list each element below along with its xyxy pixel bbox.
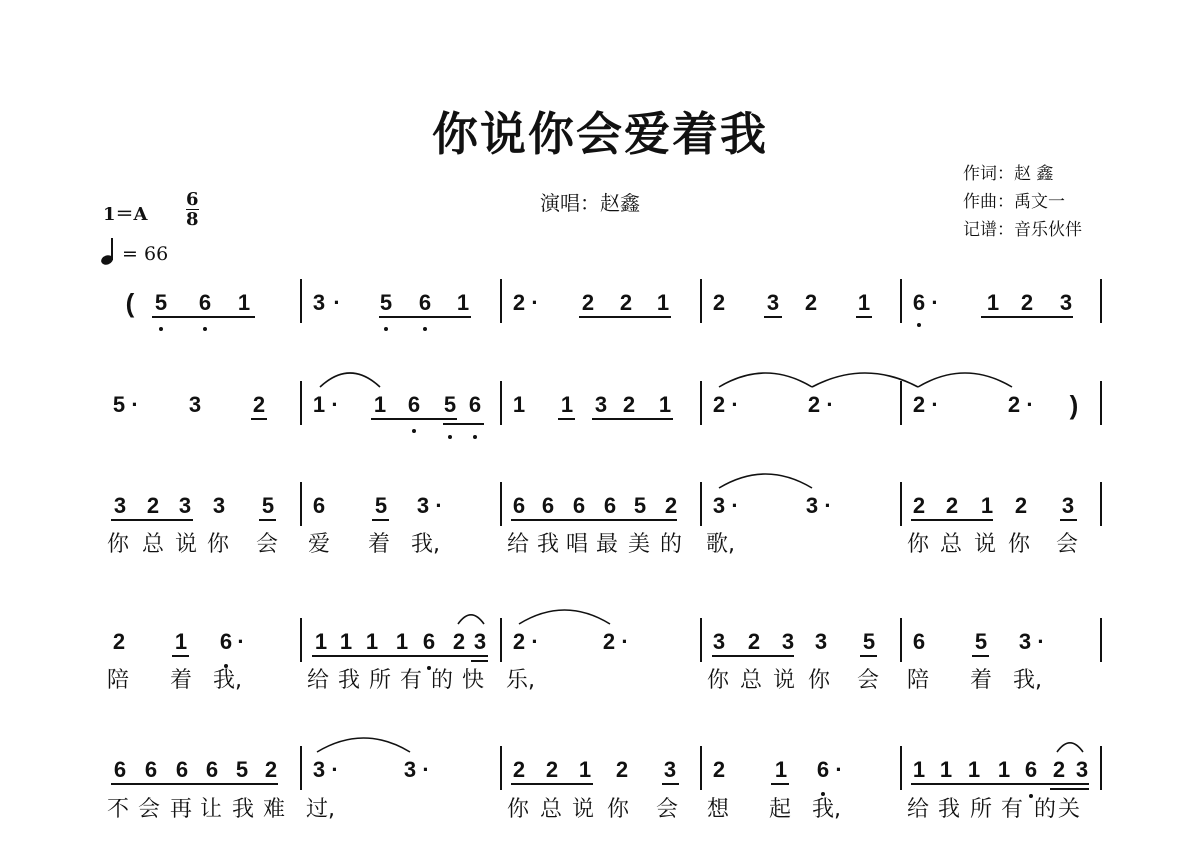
- augmentation-dot: ·: [331, 392, 339, 417]
- note: 3: [312, 757, 326, 782]
- tie-arc: [320, 373, 380, 387]
- lyric-syllable: 你: [707, 668, 730, 693]
- augmentation-dot: ·: [531, 629, 539, 654]
- augmentation-dot: ·: [621, 629, 629, 654]
- note: 3: [312, 290, 326, 315]
- augmentation-dot: ·: [931, 392, 939, 417]
- note: 1: [312, 392, 326, 417]
- key-signature: 1＝A: [103, 204, 148, 225]
- note: 6: [312, 493, 326, 518]
- note: 2: [512, 629, 526, 654]
- lyric-syllable: 过,: [306, 797, 335, 822]
- lyric-syllable: 会: [656, 797, 679, 822]
- note: 2: [1052, 757, 1066, 782]
- note: 3: [712, 629, 726, 654]
- note: 2: [622, 392, 636, 417]
- note: 6: [422, 629, 436, 654]
- note: 3: [766, 290, 780, 315]
- note: 1: [578, 757, 592, 782]
- note: 2: [252, 392, 266, 417]
- lyric-syllable: 不: [107, 797, 130, 822]
- note: 6: [144, 757, 158, 782]
- note: 3: [178, 493, 192, 518]
- note: 1: [967, 757, 981, 782]
- lyric-syllable: 会: [256, 532, 279, 557]
- note: 2: [1020, 290, 1034, 315]
- note: 3: [1018, 629, 1032, 654]
- note: 2: [712, 757, 726, 782]
- note: 6: [198, 290, 212, 315]
- tie-arc: [812, 373, 918, 387]
- lyric-syllable: 关: [1058, 797, 1081, 822]
- meter-numerator: 6: [186, 189, 199, 210]
- note: 1: [314, 629, 328, 654]
- note: 2: [712, 290, 726, 315]
- note: 3: [712, 493, 726, 518]
- tie-arc: [317, 738, 410, 752]
- note: 1: [939, 757, 953, 782]
- augmentation-dot: ·: [131, 392, 139, 417]
- augmentation-dot: ·: [931, 290, 939, 315]
- note: 5: [374, 493, 388, 518]
- note: 1: [237, 290, 251, 315]
- lyric-syllable: 陪: [107, 668, 130, 693]
- note: 3: [594, 392, 608, 417]
- note: 2: [146, 493, 160, 518]
- augmentation-dot: ·: [422, 757, 430, 782]
- lyric-syllable: 给: [907, 797, 930, 822]
- note: 6: [512, 493, 526, 518]
- lyric-syllable: 我,: [213, 668, 242, 693]
- note: 3: [805, 493, 819, 518]
- note: 2: [747, 629, 761, 654]
- note: 2: [1007, 392, 1021, 417]
- lyric-syllable: 你: [907, 532, 930, 557]
- lyric-syllable: 的: [660, 532, 683, 557]
- augmentation-dot: ·: [531, 290, 539, 315]
- lyric-syllable: 我,: [1013, 668, 1042, 693]
- tie-arc: [1057, 743, 1083, 752]
- note: 2: [804, 290, 818, 315]
- note: 3: [781, 629, 795, 654]
- note: 6: [468, 392, 482, 417]
- tempo-value: = 66: [122, 243, 169, 265]
- note: 2: [602, 629, 616, 654]
- tie-arc: [918, 373, 1012, 387]
- lyric-syllable: 我: [537, 532, 560, 557]
- note: 3: [1075, 757, 1089, 782]
- lyric-syllable: 难: [263, 797, 286, 822]
- paren: ): [1069, 390, 1079, 420]
- lyric-syllable: 最: [596, 532, 619, 557]
- lyric-syllable: 你: [1008, 532, 1031, 557]
- lyric-syllable: 说: [175, 532, 198, 557]
- note: 3: [212, 493, 226, 518]
- augmentation-dot: ·: [1037, 629, 1045, 654]
- augmentation-dot: ·: [731, 392, 739, 417]
- note: 5: [379, 290, 393, 315]
- lyric-syllable: 总: [940, 532, 963, 557]
- note: 6: [219, 629, 233, 654]
- augmentation-dot: ·: [435, 493, 443, 518]
- note: 1: [912, 757, 926, 782]
- note: 2: [945, 493, 959, 518]
- note: 3: [663, 757, 677, 782]
- lyric-syllable: 陪: [907, 668, 930, 693]
- note: 1: [373, 392, 387, 417]
- lyric-syllable: 美: [628, 532, 651, 557]
- composer-credit: 作曲：禹文一: [963, 192, 1065, 212]
- note: 5: [862, 629, 876, 654]
- lyric-syllable: 给: [307, 668, 330, 693]
- note: 1: [857, 290, 871, 315]
- lyric-syllable: 我,: [411, 532, 440, 557]
- lyric-syllable: 有: [1001, 797, 1024, 822]
- note: 1: [339, 629, 353, 654]
- note: 3: [403, 757, 417, 782]
- tie-arc: [719, 474, 812, 488]
- note: 1: [774, 757, 788, 782]
- note: 1: [456, 290, 470, 315]
- lyric-syllable: 所: [369, 668, 392, 693]
- song-title: 你说你会爱着我: [432, 107, 768, 161]
- note: 2: [912, 493, 926, 518]
- lyric-syllable: 的: [1034, 797, 1057, 822]
- augmentation-dot: ·: [333, 290, 341, 315]
- tie-arc: [719, 373, 812, 387]
- lyric-syllable: 我: [232, 797, 255, 822]
- augmentation-dot: ·: [835, 757, 843, 782]
- lyric-syllable: 歌,: [706, 532, 735, 557]
- note: 2: [664, 493, 678, 518]
- note: 1: [997, 757, 1011, 782]
- lyricist-credit: 作词：赵 鑫: [963, 164, 1054, 184]
- lyric-syllable: 我: [938, 797, 961, 822]
- note: 5: [154, 290, 168, 315]
- note: 6: [912, 290, 926, 315]
- note: 6: [912, 629, 926, 654]
- note: 2: [512, 757, 526, 782]
- note: 6: [1024, 757, 1038, 782]
- lyric-syllable: 乐,: [506, 668, 535, 693]
- note: 3: [1059, 290, 1073, 315]
- meter-denominator: 8: [186, 209, 199, 230]
- note: 6: [113, 757, 127, 782]
- note: 2: [581, 290, 595, 315]
- lyric-syllable: 会: [138, 797, 161, 822]
- lyric-syllable: 你: [107, 532, 130, 557]
- augmentation-dot: ·: [731, 493, 739, 518]
- transcriber-credit: 记谱：音乐伙伴: [963, 220, 1082, 240]
- lyric-syllable: 快: [462, 668, 485, 693]
- note: 2: [912, 392, 926, 417]
- lyric-syllable: 想: [707, 797, 730, 822]
- note: 5: [261, 493, 275, 518]
- lyric-syllable: 给: [507, 532, 530, 557]
- note: 3: [1061, 493, 1075, 518]
- tie-arc: [458, 615, 484, 624]
- note: 2: [452, 629, 466, 654]
- note: 1: [512, 392, 526, 417]
- lyric-syllable: 总: [142, 532, 165, 557]
- note: 5: [112, 392, 126, 417]
- note: 2: [512, 290, 526, 315]
- tie-arc: [519, 610, 610, 624]
- lyric-syllable: 有: [400, 668, 423, 693]
- lyric-syllable: 让: [200, 797, 223, 822]
- singer-credit: 演唱：赵鑫: [540, 191, 640, 215]
- note: 1: [174, 629, 188, 654]
- note: 6: [205, 757, 219, 782]
- lyric-syllable: 你: [507, 797, 530, 822]
- lyric-syllable: 我,: [812, 797, 841, 822]
- note: 2: [112, 629, 126, 654]
- note: 3: [416, 493, 430, 518]
- note: 2: [615, 757, 629, 782]
- paren: (: [125, 288, 135, 318]
- note: 1: [560, 392, 574, 417]
- augmentation-dot: ·: [331, 757, 339, 782]
- note: 2: [619, 290, 633, 315]
- note: 2: [1014, 493, 1028, 518]
- note: 5: [443, 392, 457, 417]
- note: 6: [407, 392, 421, 417]
- lyric-syllable: 再: [170, 797, 193, 822]
- lyric-syllable: 着: [368, 532, 391, 557]
- note: 6: [816, 757, 830, 782]
- lyric-syllable: 你: [607, 797, 630, 822]
- note: 2: [545, 757, 559, 782]
- note: 6: [175, 757, 189, 782]
- augmentation-dot: ·: [824, 493, 832, 518]
- note: 2: [807, 392, 821, 417]
- note: 6: [418, 290, 432, 315]
- lyric-syllable: 着: [970, 668, 993, 693]
- lyric-syllable: 我: [338, 668, 361, 693]
- lyric-syllable: 说: [572, 797, 595, 822]
- note: 5: [235, 757, 249, 782]
- note: 3: [113, 493, 127, 518]
- note: 1: [986, 290, 1000, 315]
- note: 1: [658, 392, 672, 417]
- lyric-syllable: 爱: [308, 532, 331, 557]
- note: 3: [473, 629, 487, 654]
- lyric-syllable: 总: [540, 797, 563, 822]
- note: 3: [814, 629, 828, 654]
- note: 5: [633, 493, 647, 518]
- lyric-syllable: 起: [769, 797, 792, 822]
- lyric-syllable: 所: [970, 797, 993, 822]
- augmentation-dot: ·: [1026, 392, 1034, 417]
- lyric-syllable: 会: [1056, 532, 1079, 557]
- note: 1: [395, 629, 409, 654]
- note: 6: [572, 493, 586, 518]
- lyric-syllable: 的: [431, 668, 454, 693]
- note: 6: [603, 493, 617, 518]
- lyric-syllable: 你: [207, 532, 230, 557]
- note: 1: [365, 629, 379, 654]
- note: 1: [980, 493, 994, 518]
- lyric-syllable: 说: [974, 532, 997, 557]
- note: 5: [974, 629, 988, 654]
- lyric-syllable: 你: [808, 668, 831, 693]
- lyric-syllable: 唱: [566, 532, 589, 557]
- lyric-syllable: 总: [740, 668, 763, 693]
- note: 3: [188, 392, 202, 417]
- lyric-syllable: 说: [773, 668, 796, 693]
- lyric-syllable: 会: [857, 668, 880, 693]
- note: 2: [264, 757, 278, 782]
- note: 1: [656, 290, 670, 315]
- augmentation-dot: ·: [826, 392, 834, 417]
- note: 6: [541, 493, 555, 518]
- lyric-syllable: 着: [170, 668, 193, 693]
- note: 2: [712, 392, 726, 417]
- augmentation-dot: ·: [237, 629, 245, 654]
